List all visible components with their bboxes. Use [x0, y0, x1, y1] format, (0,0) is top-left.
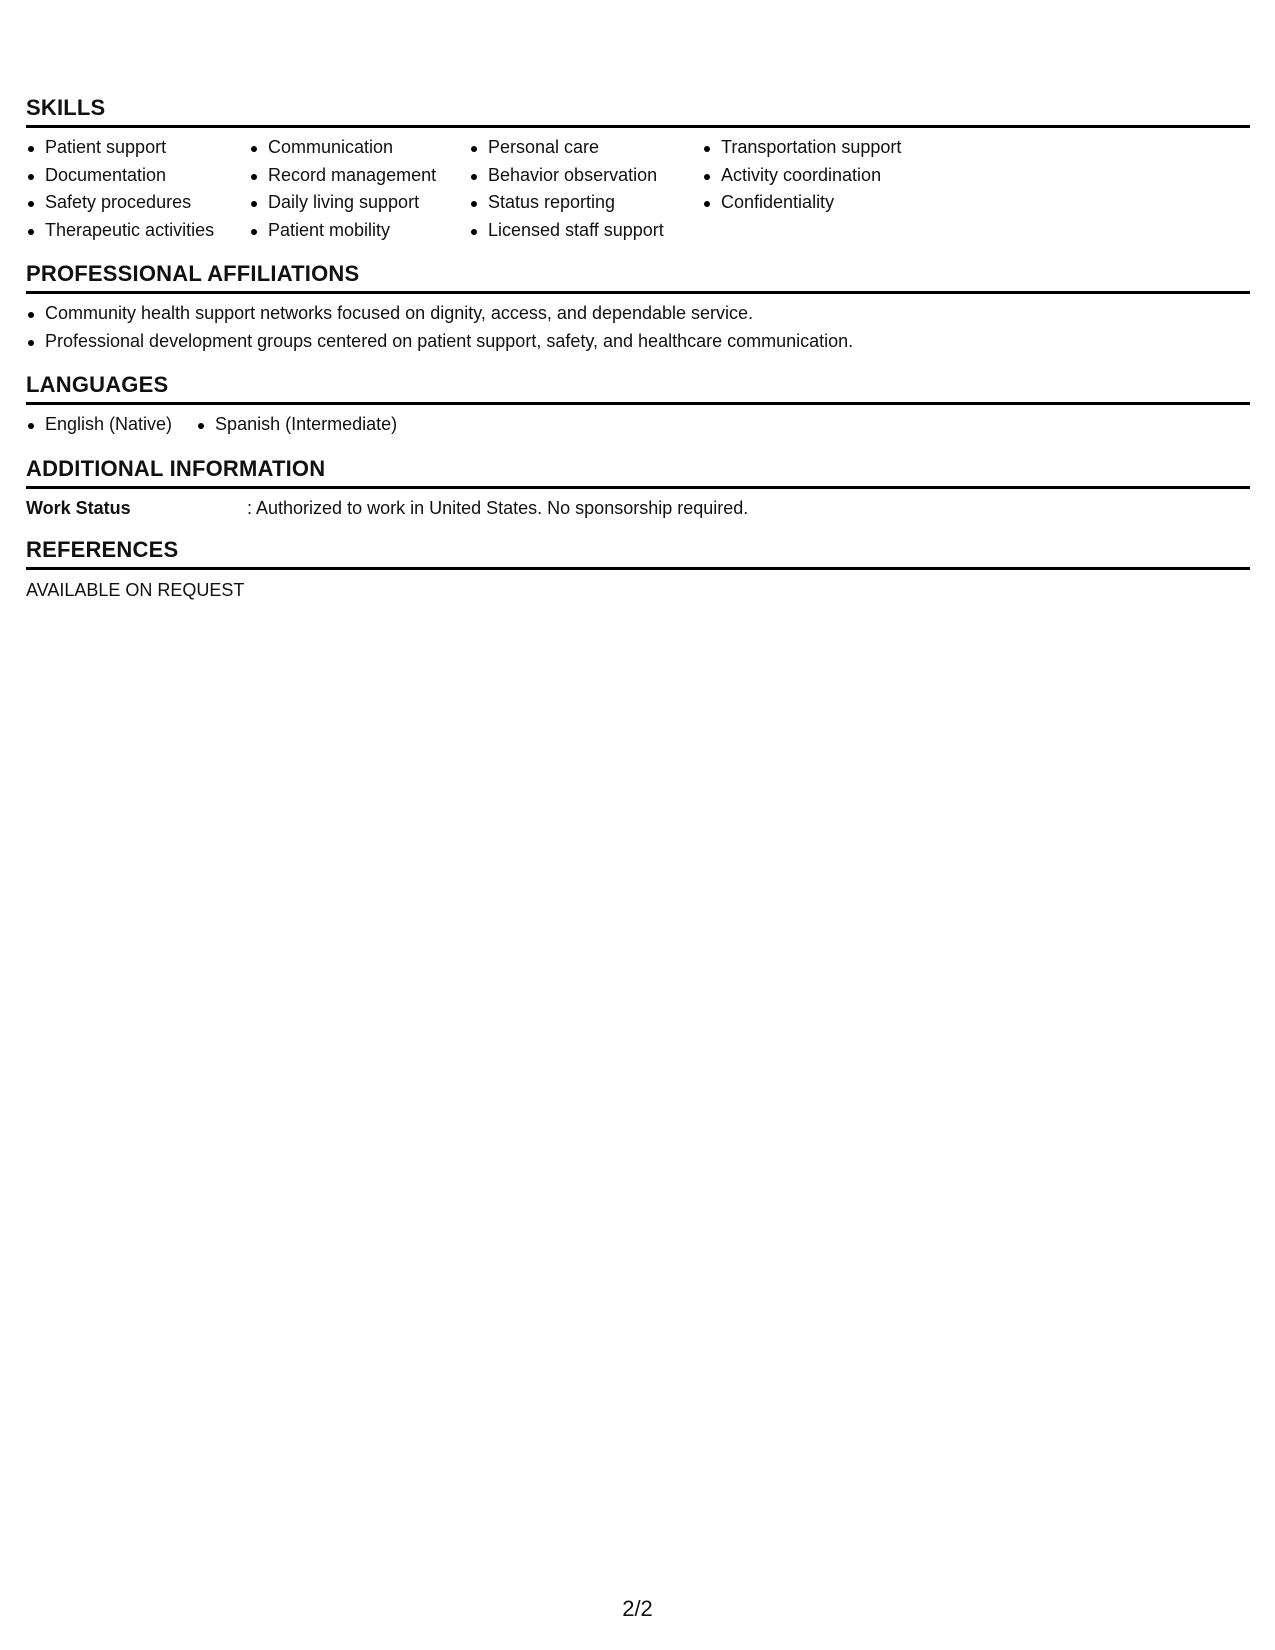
languages-section [26, 372, 1250, 439]
skill-item: Personal care [469, 134, 702, 162]
skill-item: Behavior observation [469, 162, 702, 190]
skill-item: Daily living support [249, 189, 469, 217]
language-item: English (Native) [26, 411, 172, 439]
skills-heading: SKILLS [26, 95, 1250, 128]
skills-grid [26, 134, 1250, 244]
languages-heading: LANGUAGES [26, 372, 1250, 405]
work-status-label: Work Status [26, 498, 131, 518]
skill-item: Record management [249, 162, 469, 190]
affiliations-heading: PROFESSIONAL AFFILIATIONS [26, 261, 1250, 294]
skills-column-4 [702, 134, 962, 244]
references-heading: REFERENCES [26, 537, 1250, 570]
skill-item: Communication [249, 134, 469, 162]
skill-item: Documentation [26, 162, 249, 190]
skill-item: Confidentiality [702, 189, 962, 217]
additional-info-heading: ADDITIONAL INFORMATION [26, 456, 1250, 489]
work-status-row [26, 495, 1250, 522]
languages-list [26, 411, 1250, 439]
additional-info-section [26, 456, 1250, 522]
work-status-value: : Authorized to work in United States. No sponsorship required. [247, 498, 749, 518]
skills-column-1 [26, 134, 249, 244]
affiliations-list [26, 300, 1250, 355]
language-item: Spanish (Intermediate) [196, 411, 397, 439]
skill-item: Activity coordination [702, 162, 962, 190]
affiliations-section [26, 261, 1250, 355]
skill-item: Therapeutic activities [26, 217, 249, 245]
skill-item: Patient support [26, 134, 249, 162]
skill-item: Licensed staff support [469, 217, 702, 245]
skills-column-2 [249, 134, 469, 244]
skill-item: Transportation support [702, 134, 962, 162]
skill-item: Status reporting [469, 189, 702, 217]
skills-column-3 [469, 134, 702, 244]
affiliation-item: Community health support networks focused on dignity, access, and dependable service. [26, 300, 1250, 328]
skill-item: Patient mobility [249, 217, 469, 245]
references-section [26, 537, 1250, 604]
skill-item: Safety procedures [26, 189, 249, 217]
affiliation-item: Professional development groups centered on patient support, safety, and healthcare communication. [26, 328, 1250, 356]
skills-section [26, 95, 1250, 244]
page-number: 2/2 [622, 1596, 653, 1621]
references-text: AVAILABLE ON REQUEST [26, 580, 245, 600]
